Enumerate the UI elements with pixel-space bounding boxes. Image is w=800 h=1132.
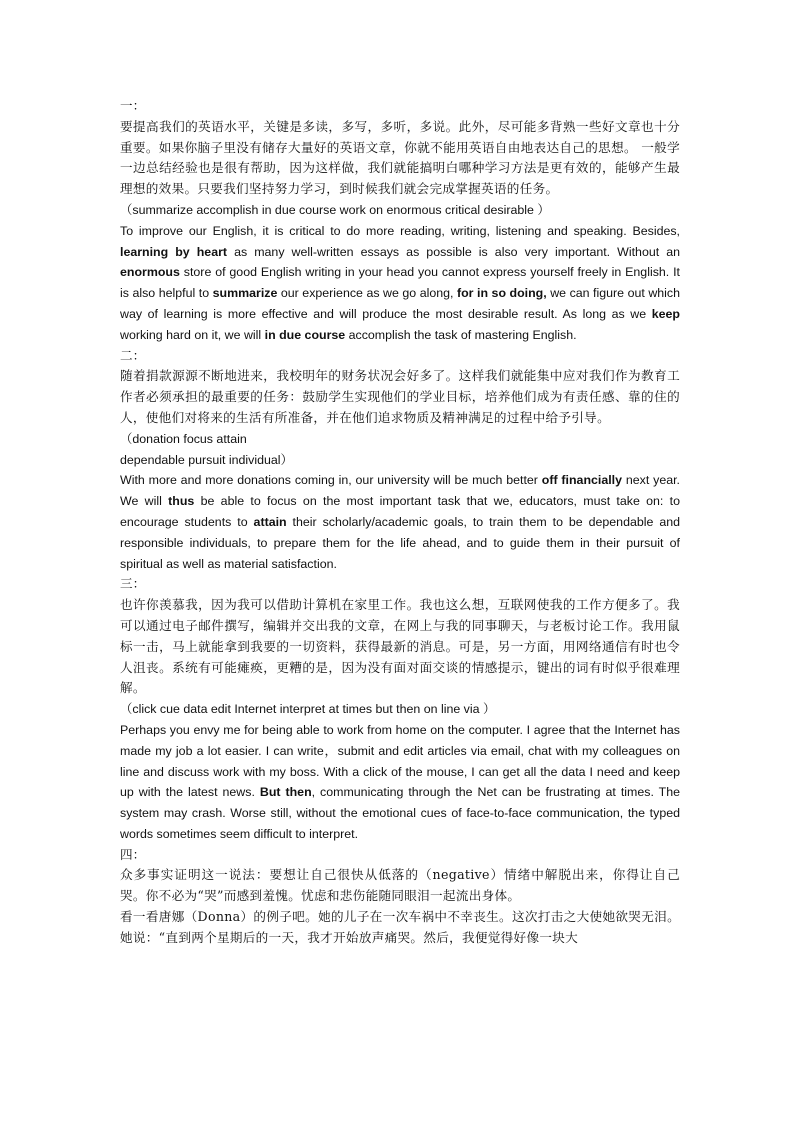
text-run: accomplish the task of mastering English. <box>345 327 577 342</box>
text-run: With more and more donations coming in, our university will be much better <box>120 473 542 488</box>
bold-phrase: enormous <box>120 265 180 280</box>
text-run: , communicating through the Net can be frustrating at times. The system may crash. Worse still, without the emotional cues of face-to-face communication, the typed words sometimes seem difficult to interpret. <box>120 785 680 841</box>
bold-phrase: attain <box>253 514 287 529</box>
text-run: next year. We will <box>120 473 680 509</box>
section-3-chinese: 也许你羡慕我，因为我可以借助计算机在家里工作。我也这么想，互联网使我的工作方便多了。我可以通过电子邮件撰写，编辑并交出我的文章，在网上与我的同事聊天，与老板讨论工作。我用鼠标一击，马上就能拿到我要的一切资料，获得最新的消息。可是，另一方面，用网络通信有时也令人沮丧。系统有可能瘫痪，更糟的是，因为没有面对面交谈的情感提示，键出的词有时似乎很难理解。 <box>120 597 680 696</box>
section-4-chinese-p2: 看一看唐娜（Donna）的例子吧。她的儿子在一次车祸中不幸丧生。这次打击之大使她欲哭无泪。她说：“直到两个星期后的一天，我才开始放声痛哭。然后，我便觉得好像一块大 <box>120 909 680 945</box>
bold-phrase: learning by heart <box>120 244 228 259</box>
section-4-heading: 四： <box>120 846 146 862</box>
bold-phrase: summarize <box>212 286 278 301</box>
section-1-keywords: （summarize accomplish in due course work on enormous critical desirable ） <box>120 202 550 217</box>
text-run: working hard on it, we will <box>120 327 265 342</box>
text-run: be able to focus on the most important task that we, educators, must take on: to encourage students to <box>120 494 680 529</box>
section-3-keywords: （click cue data edit Internet interpret at times but then on line via ） <box>120 702 496 717</box>
section-2-keywords-line2: dependable pursuit individual） <box>120 452 293 467</box>
section-1-chinese: 要提高我们的英语水平，关键是多读，多写，多听，多说。此外，尽可能多背熟一些好文章也十分重要。如果你脑子里没有储存大量好的英语文章，你就不能用英语自由地表达自己的思想。 一般学一边总结经验也是很有帮助，因为这样做，我们就能搞明白哪种学习方法是更有效的，能够产生最理想的效果。只要我们坚持努力学习，到时候我们就会完成掌握英语的任务。 <box>120 118 680 197</box>
section-2-chinese: 随着捐款源源不断地进来，我校明年的财务状况会好多了。这样我们就能集中应对我们作为教育工作者必须承担的最重要的任务：鼓励学生实现他们的学业目标，培养他们成为有责任感、靠的住的人，使他们对将来的生活有所准备，并在他们追求物质及精神满足的过程中给予引导。 <box>120 368 680 425</box>
bold-phrase: keep <box>651 306 680 321</box>
section-1-english <box>120 221 680 346</box>
text-run: store of good English writing in your head you cannot express yourself freely in English. It is also helpful to <box>120 265 680 301</box>
bold-phrase: But then <box>259 785 312 800</box>
section-2-keywords-line1: （donation focus attain <box>120 431 247 446</box>
section-3-heading: 三： <box>120 576 146 592</box>
text-run: our experience as we go along, <box>277 286 457 301</box>
text-run: as many well-written essays as possible is also very important. Without an <box>227 244 680 259</box>
section-2-english <box>120 470 680 574</box>
text-run: we can figure out which way of learning is more effective and will produce the most desirable result. As long as we <box>120 286 680 321</box>
bold-phrase: off financially <box>541 473 623 488</box>
bold-phrase: for in so doing, <box>456 286 547 301</box>
bold-phrase: thus <box>168 494 195 509</box>
text-run: their scholarly/academic goals, to train them to be dependable and responsible individuals, to prepare them for the life ahead, and to guide them in their pursuit of spiritual as well as material satisfaction. <box>120 514 680 571</box>
text-run: To improve our English, it is critical to do more reading, writing, listening and speaking. Besides, <box>120 223 680 238</box>
section-1-heading: 一： <box>120 98 146 113</box>
section-2-heading: 二： <box>120 347 146 363</box>
bold-phrase: in due course <box>264 327 346 342</box>
document-body <box>120 96 680 949</box>
section-4-chinese-p1: 众多事实证明这一说法：要想让自己很快从低落的（negative）情绪中解脱出来，你得让自己哭。你不必为“哭”而感到羞愧。忧虑和悲伤能随同眼泪一起流出身体。 <box>120 867 680 904</box>
text-run: Perhaps you envy me for being able to work from home on the computer. I agree that the Internet has made my job a lot easier. I can write，submit and edit articles via email, chat with my colleagues on line and discuss work with my boss. With a click of the mouse, I can get all the data I need and keep up with the latest news. <box>120 722 680 800</box>
section-3-english <box>120 720 680 845</box>
